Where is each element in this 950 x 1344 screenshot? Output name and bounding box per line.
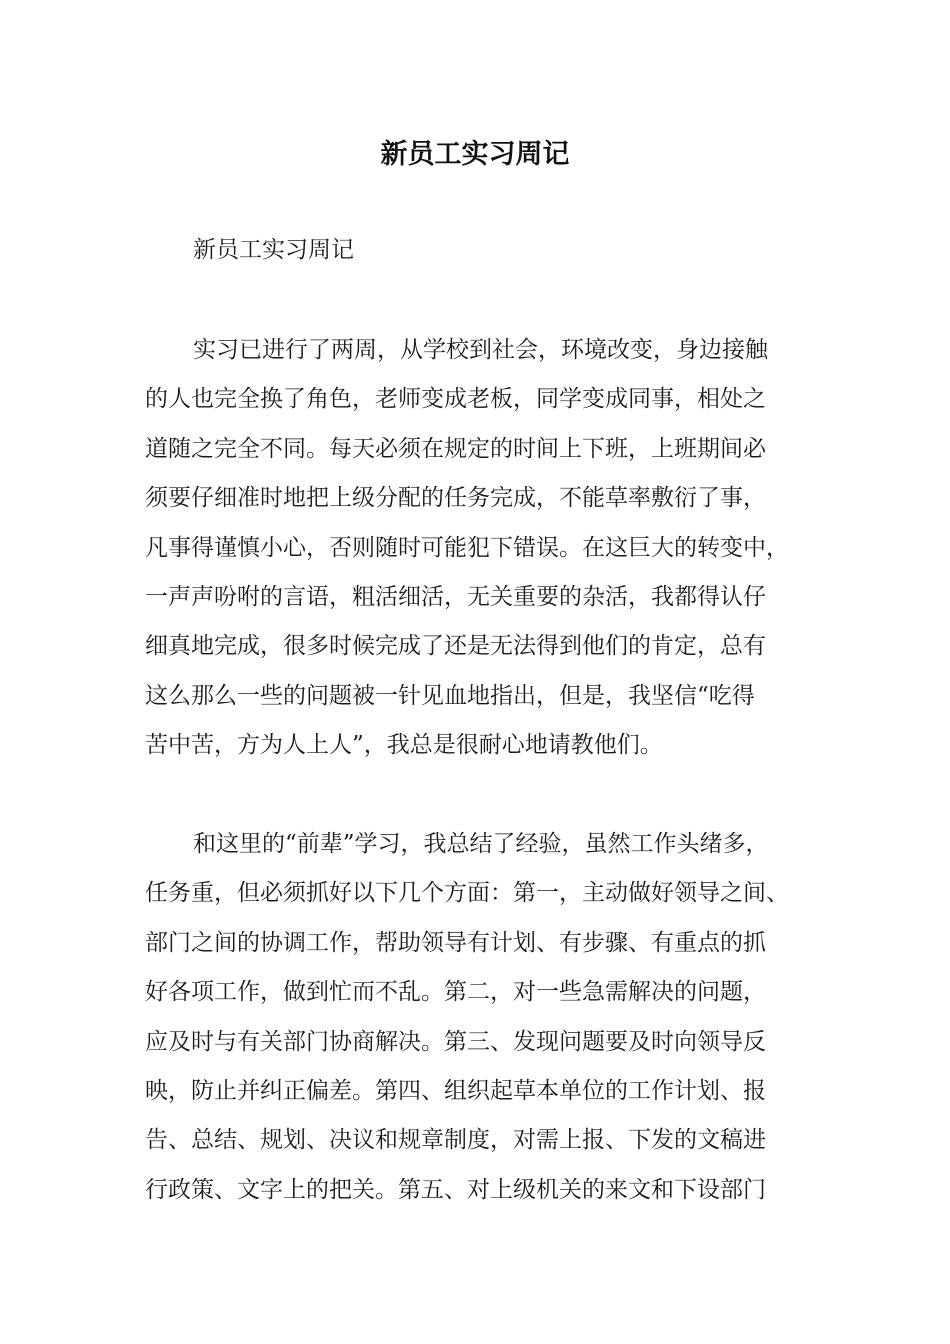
paragraph-line: 应及时与有关部门协商解决。第三、发现问题要及时向领导反 xyxy=(145,1028,766,1055)
document-subtitle: 新员工实习周记 xyxy=(193,237,354,263)
document-title: 新员工实习周记 xyxy=(380,139,570,170)
paragraph-line: 一声声吩咐的言语，粗活细活，无关重要的杂活，我都得认仔 xyxy=(145,583,766,610)
paragraph-line: 告、总结、规划、决议和规章制度，对需上报、下发的文稿进 xyxy=(145,1127,766,1154)
paragraph-line: 凡事得谨慎小心，否则随时可能犯下错误。在这巨大的转变中， xyxy=(145,534,789,561)
paragraph-2 xyxy=(145,828,815,1223)
paragraph-line: 的人也完全换了角色，老师变成老板，同学变成同事，相处之 xyxy=(145,386,766,413)
paragraph-line: 须要仔细准时地把上级分配的任务完成，不能草率敷衍了事， xyxy=(145,485,766,512)
paragraph-line: 映，防止并纠正偏差。第四、组织起草本单位的工作计划、报 xyxy=(145,1077,766,1104)
paragraph-line: 部门之间的协调工作，帮助领导有计划、有步骤、有重点的抓 xyxy=(145,929,766,956)
paragraph-line: 任务重，但必须抓好以下几个方面：第一，主动做好领导之间、 xyxy=(145,880,789,907)
paragraph-line: 细真地完成，很多时候完成了还是无法得到他们的肯定，总有 xyxy=(145,633,766,660)
paragraph-line: 实习已进行了两周，从学校到社会，环境改变，身边接触 xyxy=(193,337,768,363)
paragraph-line: 这么那么一些的问题被一针见血地指出，但是，我坚信“吃得 xyxy=(145,682,755,709)
paragraph-line: 好各项工作，做到忙而不乱。第二，对一些急需解决的问题， xyxy=(145,979,766,1006)
paragraph-line: 行政策、文字上的把关。第五、对上级机关的来文和下设部门 xyxy=(145,1176,766,1203)
paragraph-1 xyxy=(145,334,815,779)
paragraph-line: 道随之完全不同。每天必须在规定的时间上下班，上班期间必 xyxy=(145,435,766,462)
paragraph-line: 苦中苦，方为人上人”，我总是很耐心地请教他们。 xyxy=(145,732,663,759)
paragraph-line: 和这里的“前辈”学习，我总结了经验，虽然工作头绪多， xyxy=(193,831,769,857)
